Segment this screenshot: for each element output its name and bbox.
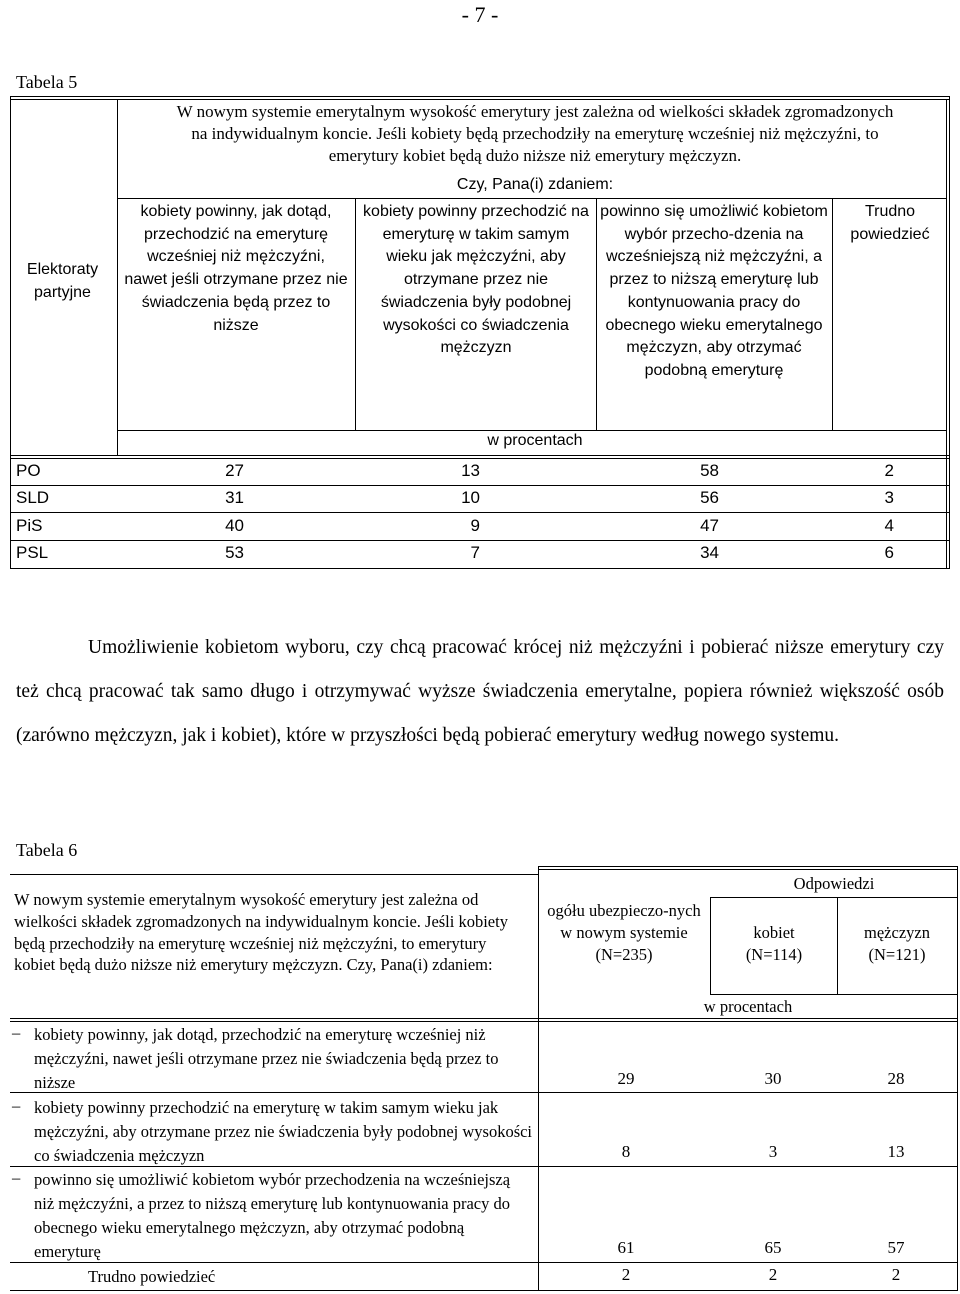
table5-cell: 3: [884, 488, 894, 507]
table5-row-label: PiS: [16, 516, 43, 535]
table5-cell: 10: [461, 488, 480, 507]
table5-row-label: SLD: [16, 488, 50, 507]
table6-col-women: [712, 922, 836, 966]
table6-cell: 13: [887, 1142, 905, 1161]
table6-question: W nowym systemie emerytalnym wysokość emerytury jest zależna od wielkości składek zgromadzonych na indywidualnym koncie. Jeśli kobiety będą przechodziły na emeryturę wcześniej niż mężczyźni, to emerytury kobiet będą dużo niższe niż emerytury mężczyzn. Czy, Pana(i) zdaniem:: [14, 890, 508, 975]
table5-cell: 9: [470, 516, 480, 535]
table6-cell: 61: [617, 1238, 635, 1257]
table5-col-header-2: kobiety powinny przechodzić na emeryturę w takim samym wieku jak mężczyźni, aby otrzymane przez nie świadczenia były podobnej wysokości co świadczenia mężczyzn: [363, 203, 589, 357]
table5-cell: 31: [225, 488, 244, 507]
table5-cell: 58: [700, 461, 719, 480]
table5-cell: 13: [461, 461, 480, 480]
table6-col-total: ogółu ubezpieczo-nych w nowym systemie (N=235): [547, 901, 701, 964]
table6-row-label: Trudno powiedzieć: [88, 1267, 216, 1286]
table6-cell: 57: [887, 1238, 905, 1257]
table5-row-header: Elektoraty partyjne: [26, 261, 99, 301]
table6-cell: 8: [621, 1142, 631, 1161]
table6-cell: 30: [764, 1069, 782, 1088]
dash-bullet: –: [12, 1168, 21, 1187]
table5-intro: W nowym systemie emerytalnym wysokość emerytury jest zależna od wielkości składek zgromadzonych na indywidualnym koncie. Jeśli kobiety będą przechodziły na emeryturę wcześniej niż mężczyźni, to emerytury kobiet będą dużo niższe niż emerytury mężczyzn.: [176, 102, 894, 165]
table5-question: Czy, Pana(i) zdaniem:: [456, 176, 614, 193]
table5-cell: 56: [700, 488, 719, 507]
table5-cell: 40: [225, 516, 244, 535]
table6-unit: w procentach: [703, 997, 793, 1016]
paragraph-text: Umożliwienie kobietom wyboru, czy chcą pracować krócej niż mężczyźni i pobierać niższe emerytury czy też chcą pracować tak samo długo i otrzymywać wyższe świadczenia emerytalne, popiera również większość osób (zarówno mężczyzn, jak i kobiet), które w przyszłości będą pobierać emerytury według nowego systemu.: [16, 637, 944, 746]
table5-cell: 27: [225, 461, 244, 480]
page-number: - 7 -: [461, 2, 499, 27]
table6-row-label: powinno się umożliwić kobietom wybór przechodzenia na wcześniejszą niż mężczyźni, a przez to niższą emeryturę lub kontynuowania pracy do obecnego wieku emerytalnego mężczyzn, aby otrzymać podobną emeryturę: [34, 1170, 511, 1261]
table5-cell: 34: [700, 543, 719, 562]
table6-cell: 29: [617, 1069, 635, 1088]
table5-cell: 6: [884, 543, 894, 562]
table6-cell: 3: [768, 1142, 778, 1161]
table5-col-header-3: powinno się umożliwić kobietom wybór przecho-dzenia na wcześniejszą niż mężczyźni, a przez to niższą emeryturę lub kontynuowania pracy do obecnego wieku emerytalnego mężczyzn, aby otrzymać podobną emeryturę: [600, 203, 828, 379]
table5-cell: 47: [700, 516, 719, 535]
table5-unit: w procentach: [487, 432, 583, 449]
table6-title: Tabela 6: [16, 840, 78, 860]
table6-col-men-n: (N=121): [868, 944, 926, 964]
table6-col-men: [839, 922, 955, 966]
table5-col-header-4: Trudno powiedzieć: [850, 203, 930, 243]
table5-col-header-1: kobiety powinny, jak dotąd, przechodzić na emeryturę wcześniej niż mężczyźni, nawet jeśli otrzymane przez nie świadczenia będą przez to niższe: [124, 203, 348, 334]
table6-col-women-n: (N=114): [745, 944, 803, 964]
table5-cell: 4: [884, 516, 894, 535]
body-paragraph: [16, 626, 944, 758]
table6-cell: 65: [764, 1238, 782, 1257]
table6-header-group: Odpowiedzi: [793, 874, 875, 893]
table5-title: Tabela 5: [16, 72, 78, 92]
table6-row-label: kobiety powinny przechodzić na emeryturę w takim samym wieku jak mężczyźni, aby otrzymane przez nie świadczenia były podobnej wysokości co świadczenia mężczyzn: [34, 1098, 533, 1165]
table6-col-women-label: kobiet: [753, 923, 795, 942]
table5-row-label: PSL: [16, 543, 49, 562]
table6-cell: 2: [768, 1265, 778, 1284]
dash-bullet: –: [12, 1023, 21, 1042]
table6-cell: 28: [887, 1069, 905, 1088]
table5-cell: 53: [225, 543, 244, 562]
table5-cell: 7: [470, 543, 480, 562]
table6-col-men-label: mężczyzn: [864, 923, 930, 942]
table6-row-label: kobiety powinny, jak dotąd, przechodzić na emeryturę wcześniej niż mężczyźni, nawet jeśli otrzymane przez nie świadczenia będą przez to niższe: [34, 1025, 499, 1092]
table6-cell: 2: [891, 1265, 901, 1284]
table5-cell: 2: [884, 461, 894, 480]
table6-cell: 2: [621, 1265, 631, 1284]
dash-bullet: –: [12, 1096, 21, 1115]
table5-row-label: PO: [16, 461, 41, 480]
